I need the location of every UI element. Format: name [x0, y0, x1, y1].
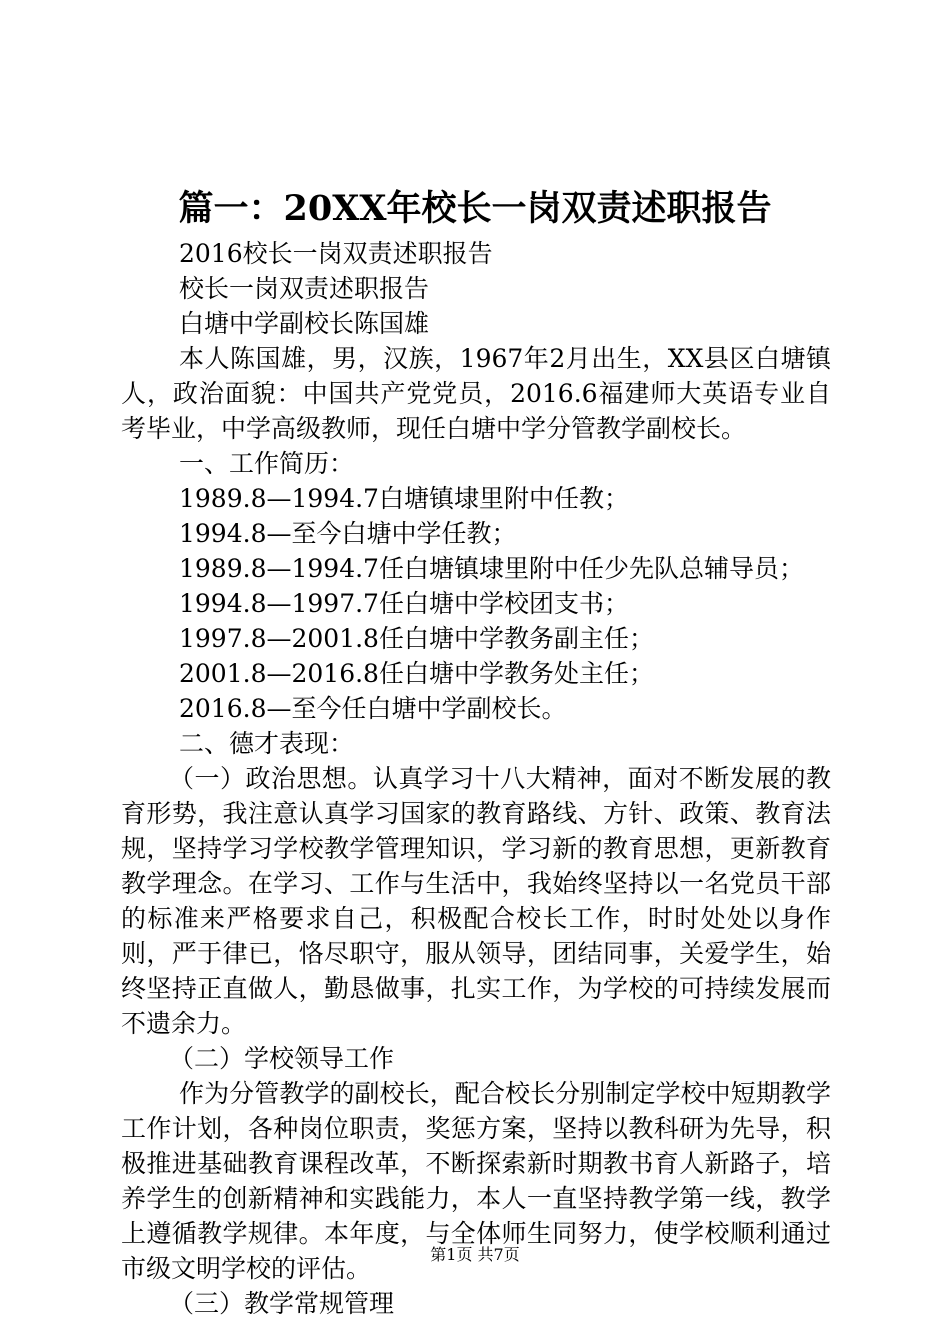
paragraph: 校长一岗双责述职报告 — [179, 274, 430, 303]
document-title: 篇一：20XX年校长一岗双责述职报告 — [178, 188, 772, 229]
paragraph: 二、德才表现： — [179, 729, 355, 758]
paragraph: 1989.8—1994.7白塘镇埭里附中任教； — [179, 484, 629, 513]
paragraph: 2016校长一岗双责述职报告 — [179, 239, 493, 268]
paragraph: 作为分管教学的副校长，配合校长分别制定学校中短期教学工作计划，各种岗位职责，奖惩方案，坚持以教科研为先导，积极推进基础教育课程改革，不断探索新时期教书育人新路子，培养学生的创新精神和实践能力，本人一直坚持教学第一线，教学上遵循教学规律。本年度，与全体师生同努力，使学校顺利通过市级文明学校的评估。 — [121, 1079, 831, 1283]
paragraph: 1994.8—1997.7任白塘中学校团支书； — [179, 589, 629, 618]
paragraph: 1989.8—1994.7任白塘镇埭里附中任少先队总辅导员； — [179, 554, 804, 583]
paragraph: 1994.8—至今白塘中学任教； — [179, 519, 517, 548]
paragraph: 本人陈国雄，男，汉族，1967年2月出生，XX县区白塘镇人，政治面貌：中国共产党党员，2016.6福建师大英语专业自考毕业，中学高级教师，现任白塘中学分管教学副校长。 — [121, 344, 831, 443]
paragraph: （二）学校领导工作 — [169, 1044, 395, 1073]
paragraph: 1997.8—2001.8任白塘中学教务副主任； — [179, 624, 654, 653]
page-footer: 第1页 共7页 — [430, 1245, 520, 1264]
paragraph: 2016.8—至今任白塘中学副校长。 — [179, 694, 567, 723]
paragraph: 白塘中学副校长陈国雄 — [179, 309, 430, 338]
paragraph: 2001.8—2016.8任白塘中学教务处主任； — [179, 659, 654, 688]
paragraph: 一、工作简历： — [179, 449, 355, 478]
document-body — [121, 236, 831, 1321]
paragraph: （三）教学常规管理 — [169, 1289, 395, 1318]
paragraph: （一）政治思想。认真学习十八大精神，面对不断发展的教育形势，我注意认真学习国家的教育路线、方针、政策、教育法规，坚持学习学校教学管理知识，学习新的教育思想，更新教育教学理念。在学习、工作与生活中，我始终坚持以一名党员干部的标准来严格要求自己，积极配合校长工作，时时处处以身作则，严于律已，恪尽职守，服从领导，团结同事，关爱学生，始终坚持正直做人，勤恳做事，扎实工作，为学校的可持续发展而不遗余力。 — [121, 764, 831, 1038]
